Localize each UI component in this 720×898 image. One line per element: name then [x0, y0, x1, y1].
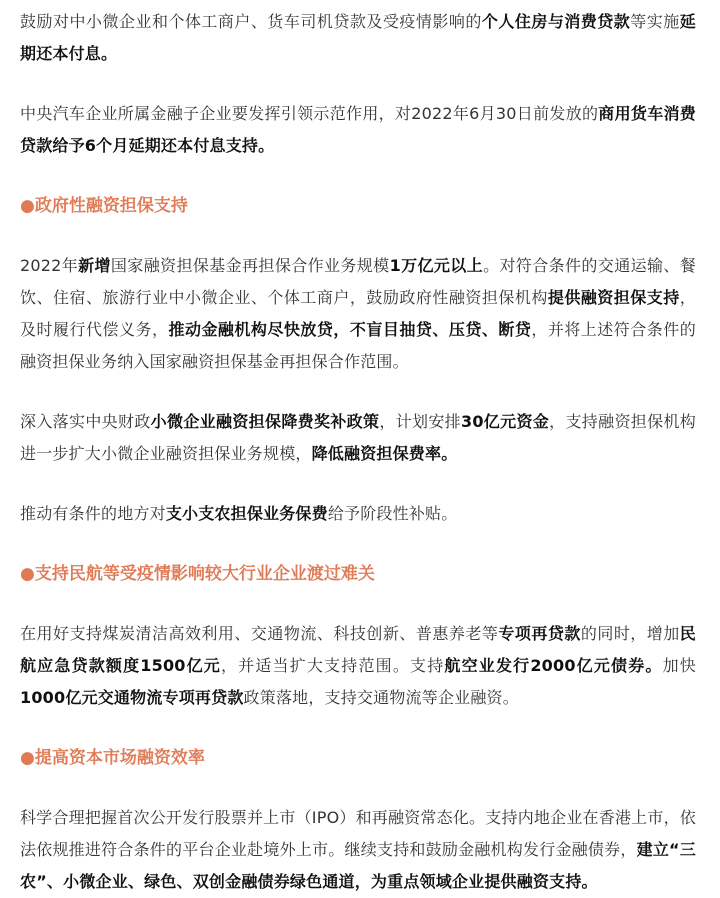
bold-segment: 30亿元资金 [461, 412, 550, 431]
bold-segment: 降低融资担保费率。 [311, 444, 458, 463]
text-segment: 推动有条件的地方对 [20, 504, 166, 523]
bold-segment: 支小支农担保业务保费 [165, 504, 328, 523]
text-segment: ，支持融资担保机构进一步扩大小微企业融资担保业务规模， [20, 412, 696, 463]
text-segment: 在用好支持煤炭清洁高效利用、交通物流、科技创新、普惠养老等 [20, 624, 499, 643]
bold-segment: 1万亿元以上 [389, 256, 484, 275]
bold-segment: 个人住房与消费贷款 [481, 12, 631, 31]
section-heading-capital-market: ●提高资本市场融资效率 [20, 748, 205, 768]
text-segment: 。对符合条件的交通运输、餐饮、住宿、旅游行业中小微企业、个体工商户，鼓励政府性融资担保机构 [20, 256, 696, 307]
paragraph-local-subsidy [20, 498, 696, 530]
bold-segment: 建立“三农”、小微企业、绿色、双创金融债券绿色通道，为重点领域企业提供融资支持。 [20, 840, 696, 891]
bold-segment: 提供融资担保支持 [547, 288, 680, 307]
paragraph-relending [20, 618, 696, 714]
bold-segment: 航空业发行2000亿元债券。 [444, 656, 663, 675]
text-segment: 给予阶段性补贴。 [327, 504, 458, 523]
text-segment: ，并将上述符合条件的融资担保业务纳入国家融资担保基金再担保合作范围。 [20, 320, 696, 371]
article-body [0, 6, 720, 898]
text-segment: ，并适当扩大支持范围。支持 [221, 656, 445, 675]
text-segment: 鼓励对中小微企业和个体工商户、货车司机贷款及受疫情影响的 [20, 12, 482, 31]
text-segment: 科学合理把握首次公开发行股票并上市（IPO）和再融资常态化。支持内地企业在香港上市，依法依规推进符合条件的平台企业赴境外上市。继续支持和鼓励金融机构发行金融债券， [20, 808, 696, 859]
bold-segment: 延期还本付息。 [20, 12, 696, 63]
text-segment: 国家融资担保基金再担保合作业务规模 [110, 256, 390, 275]
bold-segment: 商用货车消费贷款给予6个月延期还本付息支持。 [20, 104, 697, 155]
text-segment: 中央汽车企业所属金融子企业要发挥引领示范作用，对2022年6月30日前发放的 [20, 104, 599, 123]
text-segment: ，及时履行代偿义务， [20, 288, 696, 339]
text-segment: 加快 [662, 656, 696, 675]
bold-segment: 专项再贷款 [498, 624, 581, 643]
section-heading-guarantee: ●政府性融资担保支持 [20, 196, 188, 216]
bold-segment: 新增 [78, 256, 111, 275]
paragraph-guarantee-fund [20, 250, 696, 378]
bold-segment: 1000亿元交通物流专项再贷款 [20, 688, 244, 707]
text-segment: 等实施 [630, 12, 680, 31]
text-segment: 政策落地，支持交通物流等企业融资。 [243, 688, 519, 707]
bold-segment: 民航应急贷款额度1500亿元 [20, 624, 696, 675]
text-segment: 2022年 [20, 256, 79, 275]
section-heading-aviation: ●支持民航等受疫情影响较大行业企业渡过难关 [20, 564, 375, 584]
text-segment: 深入落实中央财政 [20, 412, 151, 431]
paragraph-ipo [20, 802, 696, 898]
paragraph-deferral [20, 6, 696, 70]
text-segment: ，计划安排 [379, 412, 461, 431]
text-segment: 的同时，增加 [580, 624, 680, 643]
bold-segment: 推动金融机构尽快放贷，不盲目抽贷、压贷、断贷 [168, 320, 532, 339]
paragraph-fee-subsidy [20, 406, 696, 470]
bold-segment: 小微企业融资担保降费奖补政策 [150, 412, 380, 431]
paragraph-truck-loans [20, 98, 696, 162]
